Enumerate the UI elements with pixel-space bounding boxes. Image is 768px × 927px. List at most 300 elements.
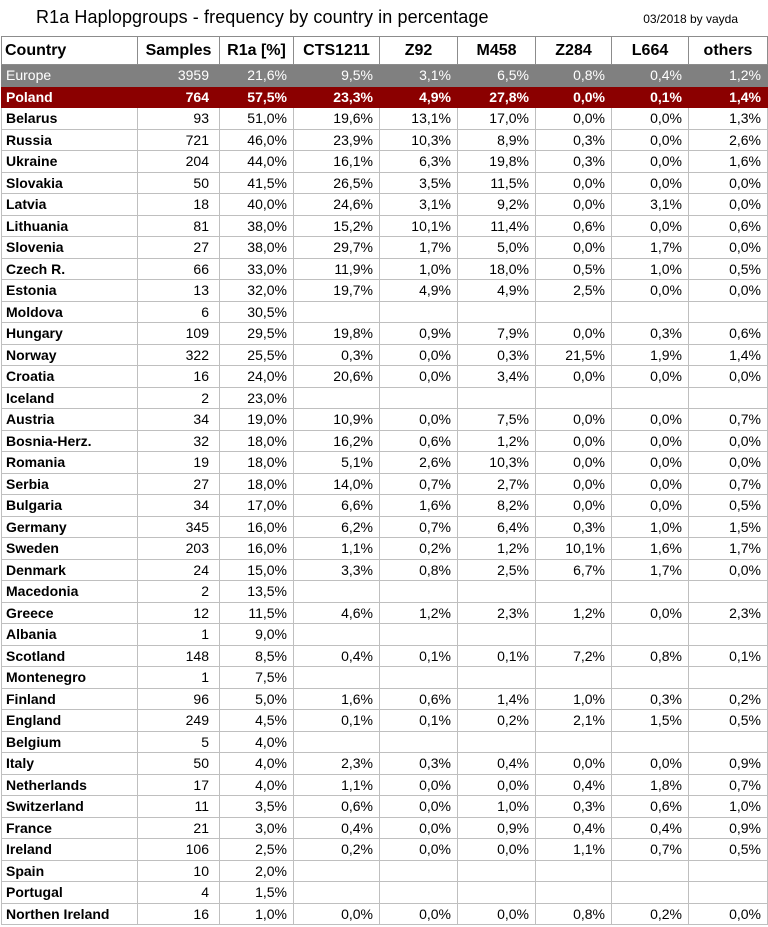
others-cell: 0,0% (689, 172, 768, 194)
z92-cell: 0,0% (380, 344, 458, 366)
z92-cell (380, 731, 458, 753)
table-row (2, 645, 768, 667)
m458-cell (458, 667, 536, 689)
samples-cell: 93 (138, 108, 220, 130)
m458-cell (458, 860, 536, 882)
column-header: Z92 (380, 37, 458, 65)
table-row (2, 452, 768, 474)
l664-cell: 0,0% (612, 473, 689, 495)
table-row (2, 473, 768, 495)
country-cell: Germany (2, 516, 138, 538)
table-row (2, 710, 768, 732)
country-cell: Albania (2, 624, 138, 646)
cts1211-cell: 0,3% (294, 344, 380, 366)
country-cell: Slovakia (2, 172, 138, 194)
country-cell: Italy (2, 753, 138, 775)
z284-cell: 0,0% (536, 753, 612, 775)
samples-cell: 34 (138, 495, 220, 517)
table-row (2, 215, 768, 237)
l664-cell: 0,0% (612, 430, 689, 452)
samples-cell: 5 (138, 731, 220, 753)
z92-cell: 3,5% (380, 172, 458, 194)
samples-cell: 204 (138, 151, 220, 173)
z284-cell: 0,6% (536, 215, 612, 237)
m458-cell: 3,4% (458, 366, 536, 388)
country-cell: Norway (2, 344, 138, 366)
z284-cell: 0,8% (536, 903, 612, 925)
z92-cell: 0,0% (380, 774, 458, 796)
r1a-cell: 29,5% (220, 323, 294, 345)
z284-cell: 0,0% (536, 86, 612, 108)
z92-cell: 0,1% (380, 645, 458, 667)
l664-cell: 0,1% (612, 86, 689, 108)
r1a-cell: 32,0% (220, 280, 294, 302)
table-row (2, 731, 768, 753)
r1a-cell: 3,0% (220, 817, 294, 839)
m458-cell (458, 731, 536, 753)
samples-cell: 19 (138, 452, 220, 474)
country-cell: Bosnia-Herz. (2, 430, 138, 452)
country-cell: Greece (2, 602, 138, 624)
others-cell (689, 667, 768, 689)
z284-cell: 0,3% (536, 796, 612, 818)
country-cell: Macedonia (2, 581, 138, 603)
z284-cell (536, 387, 612, 409)
table-body (2, 65, 768, 925)
country-cell: Romania (2, 452, 138, 474)
country-cell: England (2, 710, 138, 732)
m458-cell: 10,3% (458, 452, 536, 474)
country-cell: Bulgaria (2, 495, 138, 517)
z284-cell: 0,0% (536, 473, 612, 495)
m458-cell: 0,2% (458, 710, 536, 732)
samples-cell: 32 (138, 430, 220, 452)
cts1211-cell: 11,9% (294, 258, 380, 280)
cts1211-cell: 24,6% (294, 194, 380, 216)
z92-cell: 10,3% (380, 129, 458, 151)
country-cell: Ukraine (2, 151, 138, 173)
m458-cell (458, 301, 536, 323)
others-cell: 0,9% (689, 817, 768, 839)
country-cell: Poland (2, 86, 138, 108)
country-cell: Hungary (2, 323, 138, 345)
z284-cell (536, 581, 612, 603)
cts1211-cell: 15,2% (294, 215, 380, 237)
column-header: L664 (612, 37, 689, 65)
z284-cell: 2,5% (536, 280, 612, 302)
z92-cell: 0,1% (380, 710, 458, 732)
others-cell: 0,1% (689, 645, 768, 667)
m458-cell: 11,5% (458, 172, 536, 194)
others-cell: 0,6% (689, 215, 768, 237)
table-row (2, 559, 768, 581)
column-header: Samples (138, 37, 220, 65)
m458-cell: 17,0% (458, 108, 536, 130)
r1a-cell: 4,5% (220, 710, 294, 732)
others-cell: 0,9% (689, 753, 768, 775)
m458-cell: 8,9% (458, 129, 536, 151)
r1a-cell: 24,0% (220, 366, 294, 388)
table-row (2, 667, 768, 689)
column-header: M458 (458, 37, 536, 65)
table-row (2, 323, 768, 345)
m458-cell: 5,0% (458, 237, 536, 259)
z92-cell: 3,1% (380, 194, 458, 216)
column-header: R1a [%] (220, 37, 294, 65)
others-cell: 1,3% (689, 108, 768, 130)
table-row (2, 860, 768, 882)
z92-cell (380, 301, 458, 323)
cts1211-cell: 1,1% (294, 538, 380, 560)
m458-cell: 2,5% (458, 559, 536, 581)
cts1211-cell: 10,9% (294, 409, 380, 431)
country-cell: Finland (2, 688, 138, 710)
country-cell: Belgium (2, 731, 138, 753)
r1a-cell: 38,0% (220, 215, 294, 237)
country-cell: Montenegro (2, 667, 138, 689)
others-cell: 1,2% (689, 65, 768, 87)
others-cell (689, 301, 768, 323)
others-cell: 0,5% (689, 258, 768, 280)
l664-cell: 0,3% (612, 323, 689, 345)
z284-cell (536, 301, 612, 323)
l664-cell: 0,0% (612, 495, 689, 517)
cts1211-cell (294, 860, 380, 882)
l664-cell: 0,7% (612, 839, 689, 861)
samples-cell: 21 (138, 817, 220, 839)
others-cell: 0,0% (689, 430, 768, 452)
z92-cell: 0,9% (380, 323, 458, 345)
z92-cell: 3,1% (380, 65, 458, 87)
others-cell: 0,0% (689, 237, 768, 259)
z92-cell: 0,3% (380, 753, 458, 775)
others-cell (689, 860, 768, 882)
samples-cell: 24 (138, 559, 220, 581)
r1a-cell: 17,0% (220, 495, 294, 517)
z92-cell: 1,2% (380, 602, 458, 624)
samples-cell: 12 (138, 602, 220, 624)
haplogroup-table (1, 36, 768, 925)
samples-cell: 10 (138, 860, 220, 882)
chart-title: R1a Haplopgroups - frequency by country in percentage (36, 7, 489, 27)
z92-cell: 0,0% (380, 796, 458, 818)
l664-cell: 0,0% (612, 215, 689, 237)
samples-cell: 18 (138, 194, 220, 216)
cts1211-cell: 19,7% (294, 280, 380, 302)
z284-cell: 0,3% (536, 516, 612, 538)
r1a-cell: 46,0% (220, 129, 294, 151)
samples-cell: 721 (138, 129, 220, 151)
z92-cell (380, 581, 458, 603)
r1a-cell: 18,0% (220, 452, 294, 474)
z92-cell (380, 667, 458, 689)
m458-cell (458, 387, 536, 409)
l664-cell (612, 882, 689, 904)
m458-cell: 0,3% (458, 344, 536, 366)
samples-cell: 27 (138, 473, 220, 495)
z284-cell: 0,0% (536, 409, 612, 431)
r1a-cell: 4,0% (220, 753, 294, 775)
country-cell: Slovenia (2, 237, 138, 259)
table-row (2, 430, 768, 452)
r1a-cell: 9,0% (220, 624, 294, 646)
samples-cell: 4 (138, 882, 220, 904)
m458-cell: 0,4% (458, 753, 536, 775)
samples-cell: 322 (138, 344, 220, 366)
table-row (2, 903, 768, 925)
m458-cell: 6,4% (458, 516, 536, 538)
cts1211-cell: 16,1% (294, 151, 380, 173)
z92-cell: 0,8% (380, 559, 458, 581)
table-row (2, 129, 768, 151)
table-row (2, 839, 768, 861)
l664-cell: 3,1% (612, 194, 689, 216)
z92-cell: 0,0% (380, 839, 458, 861)
z284-cell (536, 860, 612, 882)
table-row (2, 366, 768, 388)
z92-cell: 0,0% (380, 366, 458, 388)
cts1211-cell: 0,6% (294, 796, 380, 818)
table-row (2, 882, 768, 904)
l664-cell: 0,0% (612, 409, 689, 431)
others-cell: 1,0% (689, 796, 768, 818)
others-cell: 1,4% (689, 344, 768, 366)
cts1211-cell: 23,9% (294, 129, 380, 151)
samples-cell: 2 (138, 387, 220, 409)
country-cell: Europe (2, 65, 138, 87)
l664-cell: 1,9% (612, 344, 689, 366)
l664-cell (612, 667, 689, 689)
table-row (2, 280, 768, 302)
m458-cell: 9,2% (458, 194, 536, 216)
l664-cell (612, 387, 689, 409)
samples-cell: 50 (138, 753, 220, 775)
r1a-cell: 41,5% (220, 172, 294, 194)
others-cell: 2,3% (689, 602, 768, 624)
z92-cell: 0,6% (380, 688, 458, 710)
table-row (2, 409, 768, 431)
r1a-cell: 25,5% (220, 344, 294, 366)
samples-cell: 249 (138, 710, 220, 732)
cts1211-cell (294, 581, 380, 603)
others-cell: 0,0% (689, 194, 768, 216)
z284-cell: 0,3% (536, 129, 612, 151)
others-cell: 0,5% (689, 710, 768, 732)
l664-cell: 0,0% (612, 753, 689, 775)
country-cell: Spain (2, 860, 138, 882)
m458-cell (458, 882, 536, 904)
table-row (2, 796, 768, 818)
r1a-cell: 16,0% (220, 516, 294, 538)
cts1211-cell: 0,4% (294, 645, 380, 667)
l664-cell: 0,3% (612, 688, 689, 710)
l664-cell: 1,7% (612, 559, 689, 581)
others-cell: 0,0% (689, 903, 768, 925)
z284-cell: 1,0% (536, 688, 612, 710)
cts1211-cell: 5,1% (294, 452, 380, 474)
z92-cell (380, 882, 458, 904)
l664-cell: 1,8% (612, 774, 689, 796)
others-cell: 0,0% (689, 366, 768, 388)
m458-cell: 27,8% (458, 86, 536, 108)
samples-cell: 148 (138, 645, 220, 667)
others-cell: 1,4% (689, 86, 768, 108)
table-row (2, 688, 768, 710)
l664-cell: 1,5% (612, 710, 689, 732)
z92-cell: 1,0% (380, 258, 458, 280)
z284-cell: 0,0% (536, 323, 612, 345)
others-cell (689, 581, 768, 603)
samples-cell: 1 (138, 667, 220, 689)
samples-cell: 345 (138, 516, 220, 538)
z92-cell: 4,9% (380, 86, 458, 108)
z92-cell: 4,9% (380, 280, 458, 302)
r1a-cell: 15,0% (220, 559, 294, 581)
cts1211-cell: 29,7% (294, 237, 380, 259)
z92-cell: 0,0% (380, 409, 458, 431)
table-row (2, 237, 768, 259)
r1a-cell: 1,5% (220, 882, 294, 904)
l664-cell: 1,0% (612, 516, 689, 538)
table-row (2, 65, 768, 87)
r1a-cell: 33,0% (220, 258, 294, 280)
country-cell: Lithuania (2, 215, 138, 237)
country-cell: Sweden (2, 538, 138, 560)
country-cell: Northen Ireland (2, 903, 138, 925)
z92-cell: 10,1% (380, 215, 458, 237)
header-row (2, 37, 768, 65)
z284-cell: 0,3% (536, 151, 612, 173)
z284-cell: 1,1% (536, 839, 612, 861)
z284-cell: 21,5% (536, 344, 612, 366)
l664-cell: 1,6% (612, 538, 689, 560)
z284-cell: 10,1% (536, 538, 612, 560)
table-row (2, 538, 768, 560)
z284-cell: 0,0% (536, 194, 612, 216)
r1a-cell: 19,0% (220, 409, 294, 431)
cts1211-cell (294, 882, 380, 904)
z284-cell: 0,4% (536, 774, 612, 796)
r1a-cell: 11,5% (220, 602, 294, 624)
samples-cell: 106 (138, 839, 220, 861)
l664-cell: 0,0% (612, 129, 689, 151)
samples-cell: 34 (138, 409, 220, 431)
others-cell: 0,7% (689, 409, 768, 431)
samples-cell: 17 (138, 774, 220, 796)
others-cell: 2,6% (689, 129, 768, 151)
z92-cell: 13,1% (380, 108, 458, 130)
r1a-cell: 7,5% (220, 667, 294, 689)
cts1211-cell: 6,2% (294, 516, 380, 538)
samples-cell: 3959 (138, 65, 220, 87)
samples-cell: 109 (138, 323, 220, 345)
others-cell: 0,0% (689, 280, 768, 302)
cts1211-cell: 6,6% (294, 495, 380, 517)
cts1211-cell: 0,0% (294, 903, 380, 925)
country-cell: Serbia (2, 473, 138, 495)
table-row (2, 581, 768, 603)
samples-cell: 16 (138, 366, 220, 388)
m458-cell: 18,0% (458, 258, 536, 280)
table-row (2, 172, 768, 194)
m458-cell: 1,2% (458, 538, 536, 560)
cts1211-cell: 23,3% (294, 86, 380, 108)
m458-cell: 2,3% (458, 602, 536, 624)
others-cell: 0,5% (689, 839, 768, 861)
z284-cell: 0,0% (536, 172, 612, 194)
cts1211-cell: 1,6% (294, 688, 380, 710)
samples-cell: 203 (138, 538, 220, 560)
samples-cell: 6 (138, 301, 220, 323)
m458-cell: 0,0% (458, 903, 536, 925)
l664-cell: 0,0% (612, 280, 689, 302)
z284-cell: 0,5% (536, 258, 612, 280)
z284-cell: 0,0% (536, 430, 612, 452)
l664-cell: 0,0% (612, 602, 689, 624)
samples-cell: 66 (138, 258, 220, 280)
samples-cell: 50 (138, 172, 220, 194)
l664-cell (612, 581, 689, 603)
l664-cell: 0,6% (612, 796, 689, 818)
others-cell: 1,6% (689, 151, 768, 173)
cts1211-cell: 2,3% (294, 753, 380, 775)
z284-cell: 0,0% (536, 237, 612, 259)
r1a-cell: 2,0% (220, 860, 294, 882)
others-cell: 1,5% (689, 516, 768, 538)
r1a-cell: 3,5% (220, 796, 294, 818)
column-header: CTS1211 (294, 37, 380, 65)
country-cell: France (2, 817, 138, 839)
z284-cell: 0,0% (536, 452, 612, 474)
z284-cell (536, 667, 612, 689)
r1a-cell: 4,0% (220, 774, 294, 796)
title-bar (0, 0, 768, 36)
m458-cell: 0,9% (458, 817, 536, 839)
z284-cell: 6,7% (536, 559, 612, 581)
z92-cell: 0,2% (380, 538, 458, 560)
z92-cell: 1,7% (380, 237, 458, 259)
r1a-cell: 21,6% (220, 65, 294, 87)
l664-cell (612, 860, 689, 882)
r1a-cell: 1,0% (220, 903, 294, 925)
r1a-cell: 51,0% (220, 108, 294, 130)
cts1211-cell: 20,6% (294, 366, 380, 388)
m458-cell (458, 581, 536, 603)
table-row (2, 344, 768, 366)
samples-cell: 81 (138, 215, 220, 237)
z284-cell: 0,0% (536, 108, 612, 130)
country-cell: Russia (2, 129, 138, 151)
samples-cell: 96 (138, 688, 220, 710)
l664-cell (612, 731, 689, 753)
m458-cell (458, 624, 536, 646)
cts1211-cell: 4,6% (294, 602, 380, 624)
others-cell (689, 624, 768, 646)
l664-cell (612, 624, 689, 646)
r1a-cell: 30,5% (220, 301, 294, 323)
m458-cell: 0,0% (458, 839, 536, 861)
m458-cell: 1,0% (458, 796, 536, 818)
others-cell (689, 387, 768, 409)
table-row (2, 258, 768, 280)
table-row (2, 774, 768, 796)
column-header: Country (2, 37, 138, 65)
samples-cell: 1 (138, 624, 220, 646)
samples-cell: 11 (138, 796, 220, 818)
r1a-cell: 44,0% (220, 151, 294, 173)
cts1211-cell: 14,0% (294, 473, 380, 495)
table-row (2, 624, 768, 646)
